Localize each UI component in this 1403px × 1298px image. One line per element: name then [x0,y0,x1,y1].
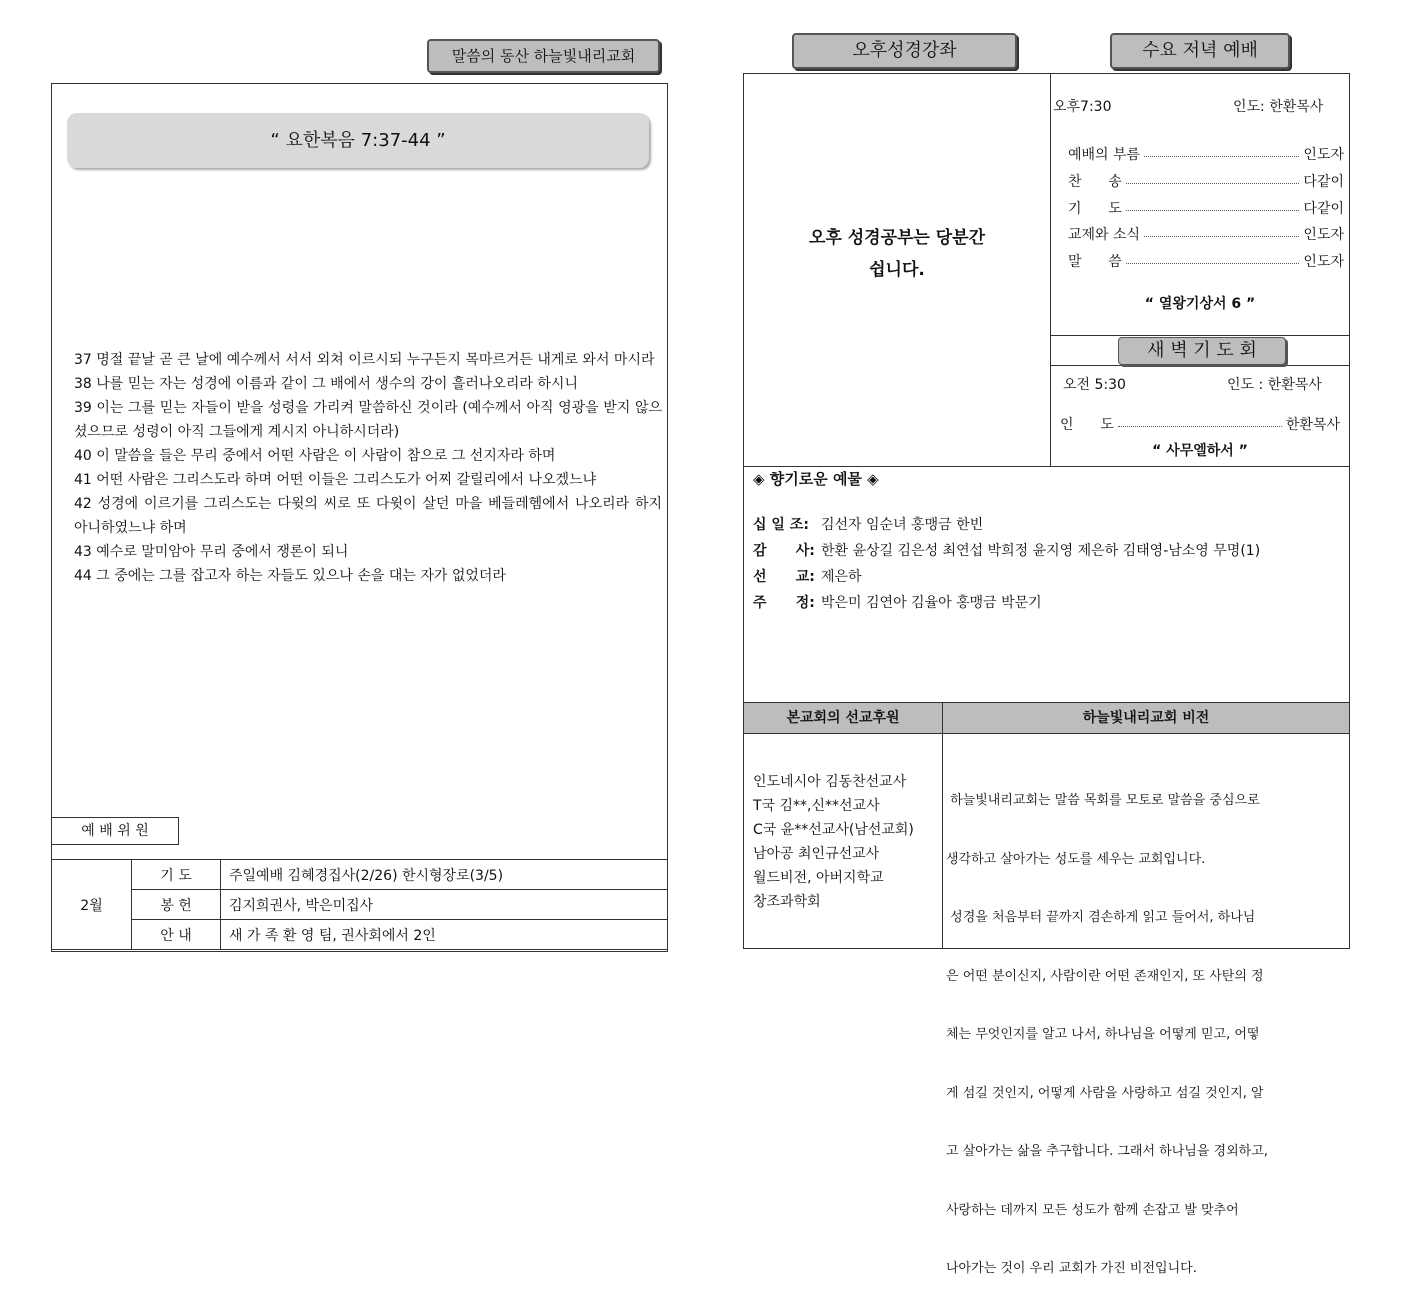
church-name-banner [427,39,660,73]
wednesday-leader: 인도: 한환목사 [1233,99,1324,115]
staff-table [51,859,668,950]
divider [1050,335,1350,336]
offering-label: 선 교: [753,569,815,585]
order-who: 다같이 [1303,201,1344,217]
verse-38: 38 나를 믿는 자는 성경에 이름과 같이 그 배에서 생수의 강이 흘러나오리라 하시니 [74,376,578,392]
vision-line: 나아가는 것이 우리 교회가 가진 비전입니다. [946,1261,1197,1276]
wednesday-header-banner [1110,33,1290,69]
verse-list [74,348,662,588]
verse-44: 44 그 중에는 그를 잡고자 하는 자들도 있으나 손을 대는 자가 없었더라 [74,568,506,584]
order-who: 인도자 [1303,227,1344,243]
dawn-who: 한환목사 [1285,417,1340,433]
afternoon-header: 오후성경강좌 [852,40,957,61]
staff-names: 주일예배 김혜경집사(2/26) 한시형장로(3/5) [221,860,668,890]
list-item [753,540,1260,560]
staff-role: 기 도 [132,860,221,890]
passage-title-banner [67,113,649,168]
vision-line: 고 살아가는 삶을 추구합니다. 그래서 하나님을 경외하고, [946,1144,1268,1159]
list-item: 인도네시아 김동찬선교사 [753,774,907,790]
list-item [1068,224,1344,244]
wednesday-time: 오후7:30 [1053,99,1112,115]
vision-line: 체는 무엇인지를 알고 나서, 하나님을 어떻게 믿고, 어떻 [946,1027,1260,1042]
verse-43: 43 예수로 말미암아 무리 중에서 쟁론이 되니 [74,544,349,560]
dawn-time: 오전 5:30 [1063,377,1126,393]
vision-line: 게 섬길 것인지, 어떻게 사람을 사랑하고 섬길 것인지, 알 [946,1085,1264,1101]
mission-header-cell [744,702,942,734]
offering-label: 감 사: [753,543,815,559]
order-who: 인도자 [1303,147,1344,163]
mission-list [753,770,914,914]
order-item: 기 도 [1068,201,1122,217]
vision-text [946,752,1346,1298]
order-item: 교제와 소식 [1068,227,1141,243]
list-item [1068,251,1344,271]
offering-label: 십 일 조: [753,517,809,533]
offering-names: 한환 윤상길 김은성 최연섭 박희정 윤지영 제은하 김태영-남소영 무명(1) [821,543,1261,559]
divider [942,702,943,949]
offering-title: ◈ 향기로운 예물 ◈ [753,470,879,488]
list-item [753,592,1042,612]
divider [743,466,1350,467]
list-item [753,514,983,534]
order-who: 다같이 [1303,174,1344,190]
offering-names: 박은미 김연아 김율아 홍맹금 박문기 [821,595,1042,611]
vision-header: 하늘빛내리교회 비전 [1082,710,1210,726]
offering-label: 주 정: [753,595,815,611]
staff-names: 새 가 족 환 영 팀, 권사회에서 2인 [221,920,668,950]
table-row [52,890,668,920]
staff-names: 김지희권사, 박은미집사 [221,890,668,920]
verse-41: 41 어떤 사람은 그리스도라 하며 어떤 이들은 그리스도가 어찌 갈릴리에서 나오겠느냐 [74,472,597,488]
order-item: 말 씀 [1068,254,1122,270]
list-item [1068,198,1344,218]
afternoon-header-banner [792,33,1017,69]
verse-40: 40 이 말씀을 들은 무리 중에서 어떤 사람은 이 사람이 참으로 그 선지자라 하며 [74,448,556,464]
list-item [1068,144,1344,164]
table-row [52,860,668,890]
afternoon-notice-line: 오후 성경공부는 당분간 [808,228,986,248]
church-name: 말씀의 동산 하늘빛내리교회 [451,47,636,65]
vision-line: 사랑하는 데까지 모든 성도가 함께 손잡고 발 맞추어 [946,1202,1239,1218]
vision-line: 성경을 처음부터 끝까지 겸손하게 읽고 들어서, 하나님 [946,910,1256,925]
verse-37: 37 명절 끝날 곧 큰 날에 예수께서 서서 외쳐 이르시되 누구든지 목마르거든 내게로 와서 마시라 [74,352,655,368]
staff-role: 봉 헌 [132,890,221,920]
verse-39: 39 이는 그를 믿는 자들이 받을 성령을 가리켜 말씀하신 것이라 (예수께서 아직 영광을 받지 않으셨으므로 성령이 아직 그들에게 계시지 아니하시더라) [74,400,662,440]
order-who: 인도자 [1303,254,1344,270]
vision-header-cell [943,702,1349,734]
list-item: 창조과학회 [753,894,821,910]
order-item: 예배의 부름 [1068,147,1141,163]
list-item [1060,414,1340,434]
dawn-role: 인 도 [1060,417,1114,433]
vision-line: 하늘빛내리교회는 말씀 목회를 모토로 말씀을 중심으로 [946,793,1260,808]
list-item: C국 윤**선교사(남선교회) [753,822,914,838]
mission-header: 본교회의 선교후원 [786,710,900,726]
list-item: T국 김**,신**선교사 [753,798,880,814]
dawn-text: “ 사무엘하서 ” [1152,443,1248,459]
list-item: 남아공 최인규선교사 [753,846,880,862]
wednesday-header: 수요 저녁 예배 [1142,40,1258,61]
divider [1050,73,1051,466]
dawn-header-banner [1118,337,1286,365]
divider [1050,365,1350,366]
list-item [1068,171,1344,191]
staff-label: 예 배 위 원 [81,823,149,839]
order-item: 찬 송 [1068,174,1122,190]
vision-line: 생각하고 살아가는 성도를 세우는 교회입니다. [946,851,1206,867]
verse-42: 42 성경에 이르기를 그리스도는 다윗의 씨로 또 다윗이 살던 마을 베들레헴에서 나오리라 하지 아니하였느냐 하며 [74,496,662,536]
list-item: 월드비전, 아버지학교 [753,870,884,886]
afternoon-notice-line: 쉽니다. [869,260,925,280]
dawn-header: 새 벽 기 도 회 [1147,340,1257,361]
staff-month: 2월 [52,860,132,950]
offering-names: 김선자 임순녀 홍맹금 한빈 [821,517,984,533]
table-row [52,920,668,950]
dawn-leader: 인도 : 한환목사 [1227,377,1322,393]
wednesday-text: “ 열왕기상서 6 ” [1144,296,1256,312]
offering-names: 제은하 [821,569,862,585]
list-item [753,566,862,586]
staff-role: 안 내 [132,920,221,950]
staff-label-box [51,817,179,845]
afternoon-notice [744,222,1050,286]
passage-title: “ 요한복음 7:37-44 ” [270,130,446,151]
vision-line: 은 어떤 분이신지, 사람이란 어떤 존재인지, 또 사탄의 정 [946,968,1264,984]
